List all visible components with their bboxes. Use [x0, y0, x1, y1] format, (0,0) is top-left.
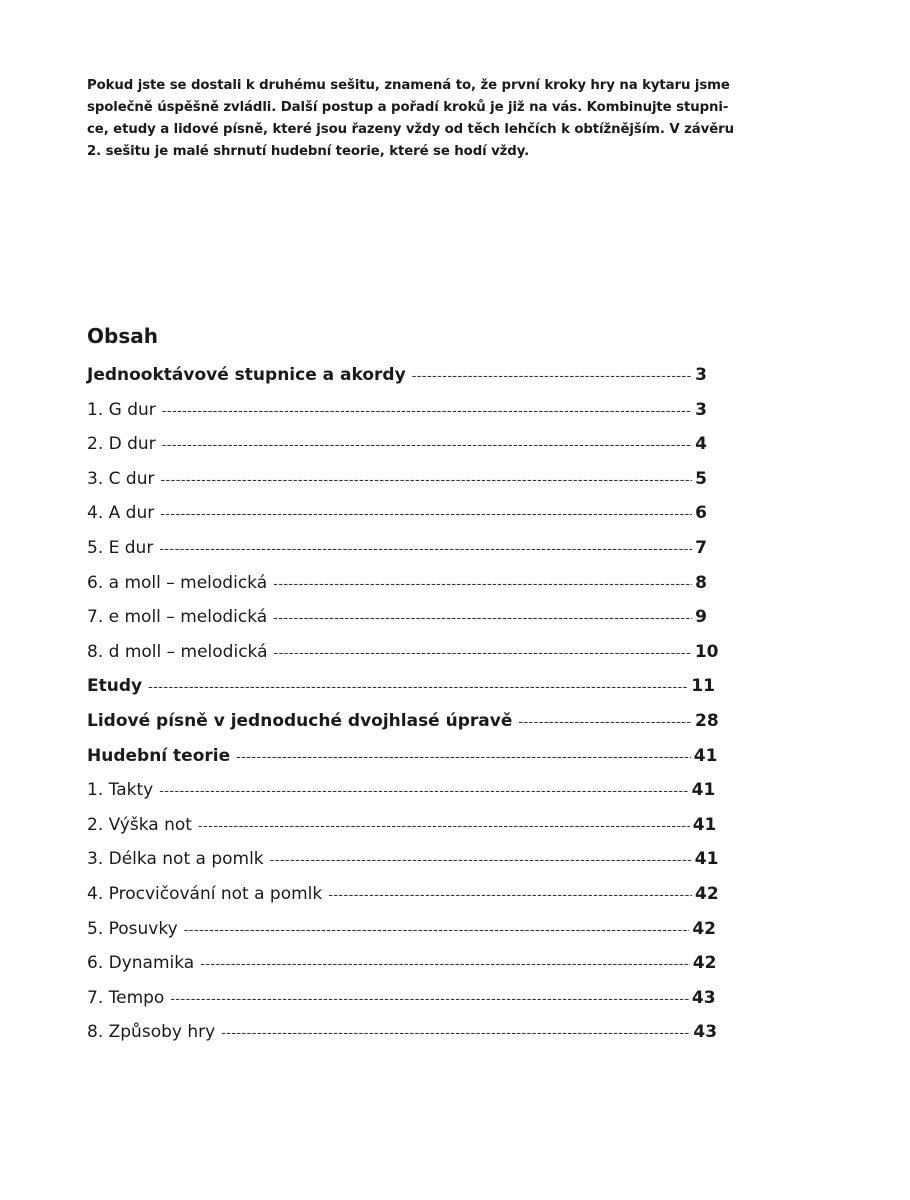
toc-page-number: 42: [692, 918, 716, 939]
dot-leader: [274, 641, 692, 667]
toc-entry-label: 8. d moll – melodická: [87, 641, 268, 662]
dot-leader: [221, 1021, 690, 1047]
toc-page-number: 5: [695, 468, 707, 489]
toc-entry-procvicovani[interactable]: [87, 881, 719, 916]
toc-entry-label: Etudy: [87, 676, 143, 697]
toc-entry-vyska-not[interactable]: [87, 812, 717, 847]
toc-page-number: 42: [692, 953, 717, 974]
dot-leader: [159, 779, 688, 805]
dot-leader: [200, 952, 690, 978]
toc-entry-label: 3. Délka not a pomlk: [87, 849, 264, 870]
toc-entry-posuvky[interactable]: [87, 916, 716, 951]
toc-entry-label: 2. Výška not: [87, 814, 192, 835]
toc-entry-label: 7. Tempo: [87, 987, 165, 1008]
intro-line: Pokud jste se dostali k druhému sešitu, znamená to, že první kroky hry na kytaru jsme: [87, 78, 730, 93]
table-of-contents: [87, 362, 719, 1054]
toc-page-number: 10: [694, 641, 719, 662]
dot-leader: [270, 848, 692, 874]
dot-leader: [236, 745, 691, 771]
dot-leader: [412, 364, 692, 390]
toc-heading: Obsah: [87, 324, 158, 348]
toc-entry-label: 6. a moll – melodická: [87, 572, 268, 593]
toc-entry-label: 4. A dur: [87, 503, 155, 524]
toc-entry-label: 7. e moll – melodická: [87, 607, 268, 628]
toc-entry-delka-not[interactable]: [87, 846, 719, 881]
toc-page-number: 43: [691, 987, 716, 1008]
toc-entry-d-moll[interactable]: [87, 639, 719, 674]
toc-entry-e-moll[interactable]: [87, 604, 707, 639]
intro-line: 2. sešitu je malé shrnutí hudební teorie, které se hodí vždy.: [87, 144, 530, 159]
toc-entry-takty[interactable]: [87, 777, 716, 812]
dot-leader: [184, 918, 690, 944]
toc-entry-label: 8. Způsoby hry: [87, 1022, 216, 1043]
dot-leader: [162, 399, 692, 425]
toc-entry-c-dur[interactable]: [87, 466, 707, 501]
toc-entry-label: 6. Dynamika: [87, 953, 195, 974]
toc-page-number: 41: [691, 780, 716, 801]
toc-entry-label: 4. Procvičování not a pomlk: [87, 883, 323, 904]
dot-leader: [170, 987, 689, 1013]
toc-entry-a-moll[interactable]: [87, 570, 707, 605]
toc-page-number: 6: [695, 503, 707, 524]
intro-line: ce, etudy a lidové písně, které jsou řazeny vždy od těch lehčích k obtížnějším. V závěru: [87, 122, 734, 137]
toc-entry-label: 1. G dur: [87, 399, 156, 420]
toc-page-number: 9: [695, 607, 707, 628]
toc-entry-a-dur[interactable]: [87, 500, 707, 535]
dot-leader: [159, 537, 692, 563]
toc-page-number: 3: [695, 365, 707, 385]
toc-page-number: 8: [695, 572, 707, 593]
toc-page-number: 41: [694, 849, 719, 870]
toc-page-number: 28: [695, 710, 719, 731]
dot-leader: [273, 572, 692, 598]
toc-entry-dynamika[interactable]: [87, 950, 717, 985]
dot-leader: [198, 814, 690, 840]
dot-leader: [160, 502, 692, 528]
dot-leader: [160, 468, 692, 494]
toc-page-number: 4: [695, 434, 707, 455]
toc-page-number: 7: [695, 537, 707, 558]
toc-entry-tempo[interactable]: [87, 985, 716, 1020]
toc-entry-e-dur[interactable]: [87, 535, 707, 570]
dot-leader: [162, 433, 692, 459]
dot-leader: [148, 675, 688, 701]
toc-section-lidove-pisne[interactable]: [87, 708, 719, 743]
toc-page-number: 41: [693, 745, 718, 766]
toc-entry-label: 2. D dur: [87, 434, 156, 455]
toc-page-number: 3: [695, 399, 707, 420]
toc-entry-d-dur[interactable]: [87, 431, 707, 466]
dot-leader: [518, 710, 692, 736]
toc-page-number: 41: [692, 814, 717, 835]
intro-paragraph: [87, 75, 734, 163]
toc-page-number: 42: [695, 883, 719, 904]
toc-section-etudy[interactable]: [87, 673, 715, 708]
toc-entry-label: Lidové písně v jednoduché dvojhlasé úpravě: [87, 710, 513, 731]
toc-entry-label: 1. Takty: [87, 780, 154, 801]
toc-entry-label: 5. Posuvky: [87, 918, 178, 939]
toc-entry-label: Jednooktávové stupnice a akordy: [87, 365, 406, 385]
toc-entry-zpusoby-hry[interactable]: [87, 1019, 718, 1054]
intro-line: společně úspěšně zvládli. Další postup a pořadí kroků je již na vás. Kombinujte stupni-: [87, 100, 729, 115]
dot-leader: [328, 883, 692, 909]
toc-section-stupnice[interactable]: [87, 362, 707, 397]
toc-page-number: 43: [693, 1022, 718, 1043]
toc-entry-label: Hudební teorie: [87, 745, 231, 766]
toc-page-number: 11: [691, 676, 715, 697]
toc-entry-label: 5. E dur: [87, 537, 154, 558]
toc-entry-g-dur[interactable]: [87, 397, 707, 432]
dot-leader: [273, 606, 692, 632]
toc-section-hudebni-teorie[interactable]: [87, 743, 718, 778]
toc-entry-label: 3. C dur: [87, 468, 155, 489]
